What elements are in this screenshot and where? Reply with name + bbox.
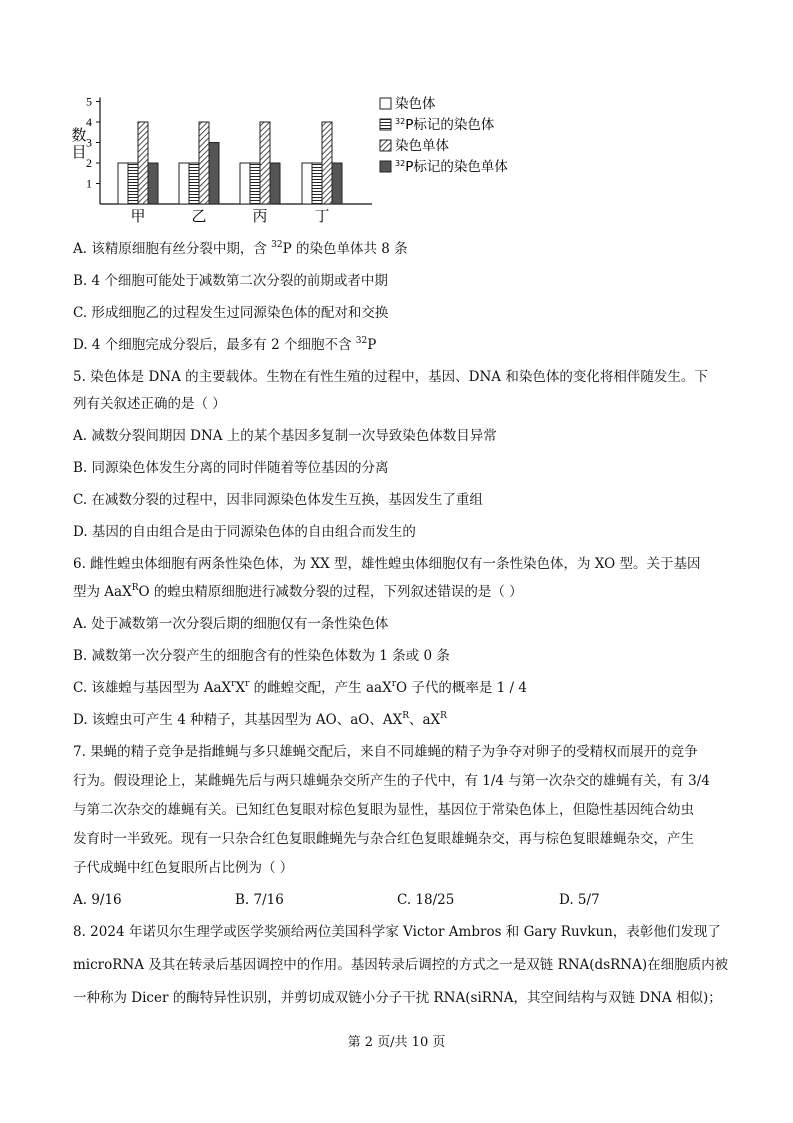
- q5-stem-line2: 列有关叙述正确的是（ ）: [73, 396, 226, 412]
- chart-legend: [380, 95, 508, 175]
- bar-甲-1: [128, 163, 138, 204]
- legend-label: $^{32}$P标记的染色单体: [395, 159, 508, 175]
- q6-option-c: [73, 679, 527, 697]
- legend-label: $^{32}$P标记的染色体: [395, 117, 495, 133]
- q7-stem-line1: 7. 果蝇的精子竞争是指雌蝇与多只雄蝇交配后，来自不同雄蝇的精子为争夺对卵子的受精权而展开的竞争: [73, 744, 698, 760]
- q6-stem-line1: 6. 雌性蝗虫体细胞有两条性染色体，为 XX 型，雄性蝗虫体细胞仅有一条性染色体，为 XO 型。关于基因: [73, 556, 701, 572]
- x-tick-label: 丁: [314, 207, 330, 225]
- chart-bars: [118, 122, 342, 225]
- q6-option-a: A. 处于减数第一次分裂后期的细胞仅有一条性染色体: [73, 616, 389, 632]
- legend-label: 染色体: [395, 96, 436, 112]
- bar-甲-3: [148, 163, 158, 204]
- q7-stem-line2: 行为。假设理论上，某雌蝇先后与两只雄蝇杂交所产生的子代中，有 1/4 与第一次杂交的雄蝇有关，有 3/4: [73, 773, 710, 789]
- q6-d-sup2: R: [440, 711, 447, 721]
- bar-丁-2: [322, 122, 332, 204]
- q6-c-text-end: O 子代的概率是 1 / 4: [396, 680, 527, 696]
- q6-stem-line2: [73, 583, 523, 601]
- q6-d-mid: 、aX: [408, 712, 441, 728]
- bar-丁-1: [312, 163, 322, 204]
- q8-stem-line2: microRNA 及其在转录后基因调控中的作用。基因转录后调控的方式之一是双链 RNA(dsRNA)在细胞质内被: [73, 957, 729, 973]
- q4-d-sup: 32: [355, 336, 368, 346]
- x-tick-label: 乙: [191, 207, 207, 225]
- q6-c-text: C. 该雄蝗与基因型为 AaX: [73, 680, 232, 696]
- q7-stem-line4: 发育时一半致死。现有一只杂合红色复眼雌蝇先与杂合红色复眼雄蝇杂交，再与棕色复眼雄蝇杂交，产生: [73, 831, 694, 847]
- x-tick-label: 甲: [130, 207, 146, 225]
- y-tick-label: 5: [86, 94, 92, 109]
- bar-丁-0: [302, 163, 312, 204]
- bar-丙-2: [260, 122, 270, 204]
- q4-option-d: [73, 336, 376, 354]
- q8-stem-line1: 8. 2024 年诺贝尔生理学或医学奖颁给两位美国科学家 Victor Ambros 和 Gary Ruvkun，表彰他们发现了: [73, 924, 721, 940]
- q4-a-text-end: P 的染色单体共 8 条: [282, 241, 408, 257]
- q4-option-a: [73, 240, 408, 258]
- q6-option-b: B. 减数第一次分裂产生的细胞含有的性染色体数为 1 条或 0 条: [73, 648, 450, 664]
- bar-丙-3: [270, 163, 280, 204]
- q6-d-sup1: R: [402, 711, 409, 721]
- q4-d-text: D. 4 个细胞完成分裂后，最多有 2 个细胞不含: [73, 337, 356, 353]
- bar-丙-1: [250, 163, 260, 204]
- q8-stem-line3: 一种称为 Dicer 的酶特异性识别，并剪切成双链小分子干扰 RNA(siRNA，其空间结构与双链 DNA 相似)；: [73, 990, 722, 1006]
- q4-a-sup: 32: [271, 240, 283, 250]
- bar-乙-2: [199, 122, 209, 204]
- bar-甲-2: [138, 122, 148, 204]
- q6-d-text: D. 该蝗虫可产生 4 种精子，其基因型为 AO、aO、AX: [73, 712, 403, 728]
- q6-option-d: [73, 711, 447, 729]
- y-tick-label: 3: [86, 135, 92, 150]
- bar-丁-3: [332, 163, 342, 204]
- bar-chart: [60, 88, 530, 233]
- q7-option-b: B. 7/16: [235, 892, 284, 908]
- y-axis-label-char: 目: [71, 143, 87, 161]
- y-tick-label: 2: [86, 156, 92, 170]
- q5-stem-line1: 5. 染色体是 DNA 的主要载体。生物在有性生殖的过程中，基因、DNA 和染色体的变化将相伴随发生。下: [73, 369, 708, 385]
- bar-乙-0: [179, 163, 189, 204]
- legend-swatch: [380, 98, 391, 109]
- q5-option-a: A. 减数分裂间期因 DNA 上的某个基因多复制一次导致染色体数目异常: [73, 428, 497, 444]
- q5-option-b: B. 同源染色体发生分离的同时伴随着等位基因的分离: [73, 460, 389, 476]
- y-tick-label: 4: [86, 115, 92, 129]
- q6-c-mid1: X: [235, 680, 246, 696]
- x-tick-label: 丙: [252, 207, 268, 225]
- q4-option-c: C. 形成细胞乙的过程发生过同源染色体的配对和交换: [73, 305, 389, 321]
- q7-option-d: D. 5/7: [559, 892, 600, 908]
- q7-stem-line5: 子代成蝇中红色复眼所占比例为（ ）: [73, 860, 294, 876]
- legend-swatch: [380, 119, 391, 130]
- q6-c-sup2: r: [245, 679, 250, 689]
- legend-label: 染色单体: [395, 138, 449, 154]
- q7-option-a: A. 9/16: [73, 892, 122, 908]
- q7-option-c: C. 18/25: [397, 892, 455, 908]
- q4-d-text-end: P: [367, 337, 377, 353]
- q5-option-c: C. 在减数分裂的过程中，因非同源染色体发生互换，基因发生了重组: [73, 492, 483, 508]
- q7-stem-line3: 与第二次杂交的雄蝇有关。已知红色复眼对棕色复眼为显性，基因位于常染色体上，但隐性基因纯合幼虫: [73, 802, 694, 818]
- q6-l2-sup: R: [131, 583, 139, 593]
- q5-option-d: D. 基因的自由组合是由于同源染色体的自由组合而发生的: [73, 524, 416, 540]
- q6-l2-text-end: O 的蝗虫精原细胞进行减数分裂的过程，下列叙述错误的是（ ）: [138, 584, 523, 600]
- q6-c-sup3: r: [391, 679, 396, 689]
- legend-swatch: [380, 161, 391, 172]
- bar-甲-0: [118, 163, 128, 204]
- q6-c-sup1: r: [231, 679, 236, 689]
- q4-option-b: B. 4 个细胞可能处于减数第二次分裂的前期或者中期: [73, 273, 388, 289]
- y-tick-label: 1: [86, 176, 92, 191]
- q6-l2-text: 型为 AaX: [73, 584, 132, 600]
- page-footer: 第 2 页/共 10 页: [347, 1035, 446, 1050]
- bar-乙-1: [189, 163, 199, 204]
- q6-c-mid2: 的雌蝗交配，产生 aaX: [249, 680, 392, 696]
- legend-swatch: [380, 140, 391, 151]
- y-axis-label-char: 数: [71, 126, 87, 144]
- bar-丙-0: [240, 163, 250, 204]
- q4-a-text: A. 该精原细胞有丝分裂中期，含: [73, 241, 272, 257]
- bar-乙-3: [209, 143, 219, 205]
